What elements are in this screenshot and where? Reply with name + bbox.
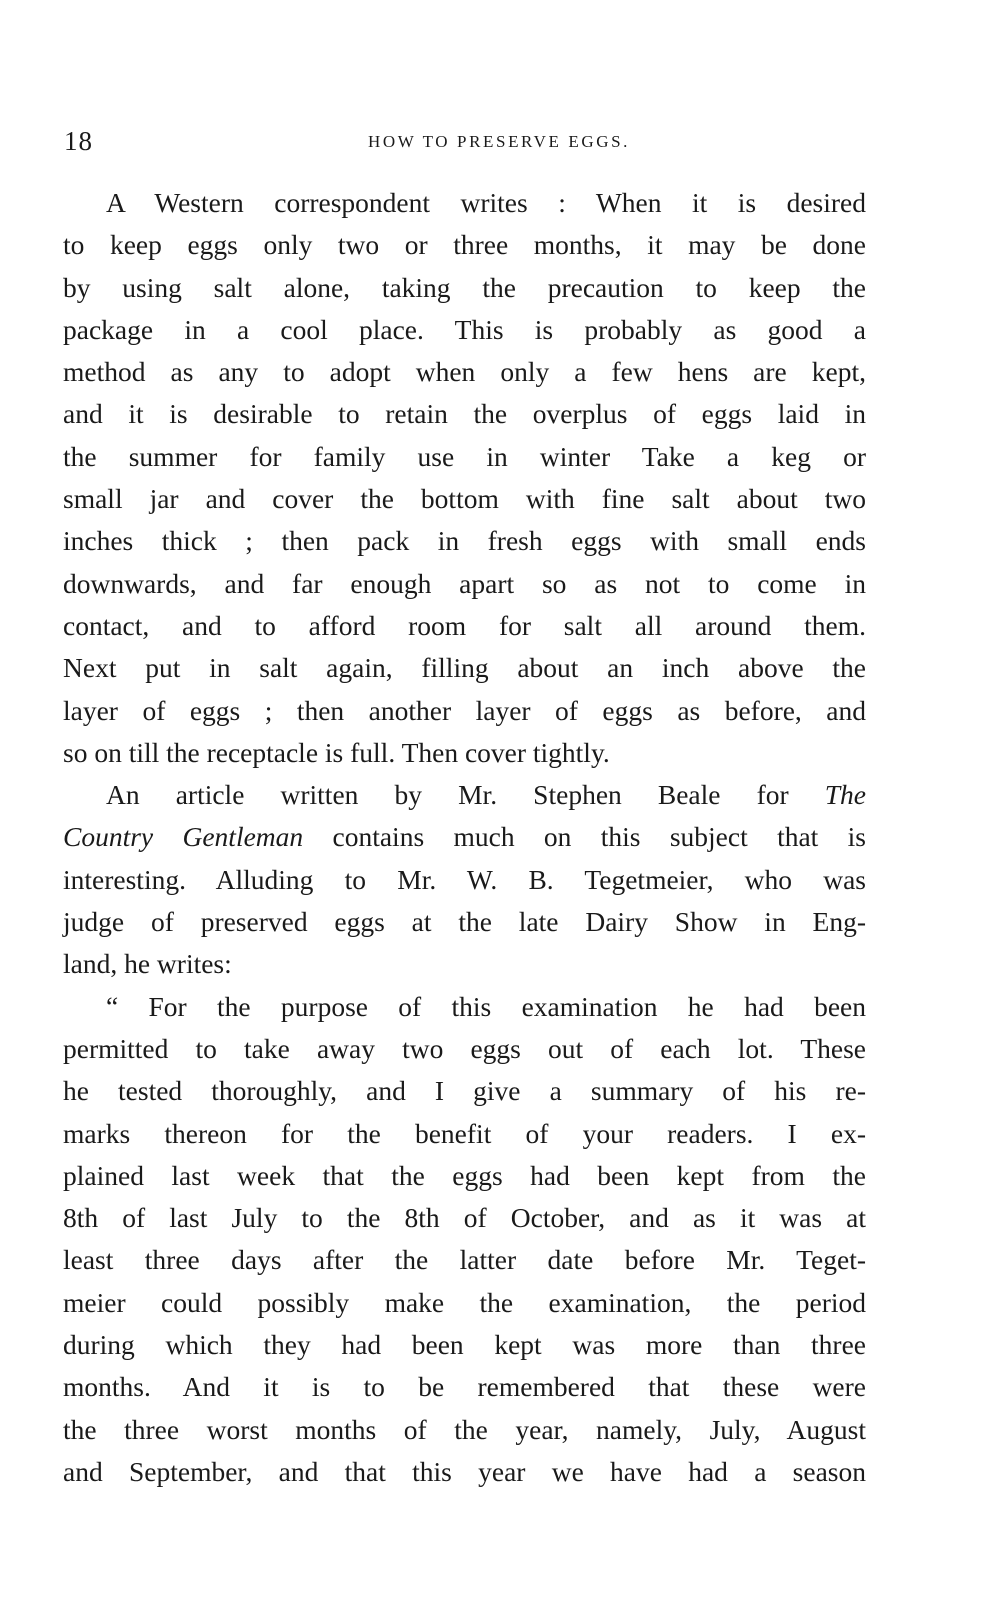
line-text: marks thereon for the benefit of your readers. I ex- [63,1117,866,1149]
text-line [63,986,866,1028]
italic-text: Country Gentleman [63,821,304,853]
line-text: months. And it is to be remembered that these were [63,1371,866,1403]
line-text: method as any to adopt when only a few hens are kept, [63,356,866,388]
running-title: HOW TO PRESERVE EGGS. [368,132,630,151]
text-line [63,605,866,647]
line-text: during which they had been kept was more than three [63,1329,866,1361]
line-text: judge of preserved eggs at the late Dairy Show in Eng- [63,906,866,938]
line-text: land, he writes: [63,948,232,980]
text-line [63,816,866,858]
text-line [63,478,866,520]
line-text: meier could possibly make the examination, the period [63,1286,866,1318]
line-text: An article written by Mr. Stephen Beale for [106,779,825,811]
line-text: he tested thoroughly, and I give a summary of his re- [63,1075,866,1107]
line-text: plained last week that the eggs had been kept from the [63,1159,866,1191]
text-line [63,393,866,435]
text-line [63,1197,866,1239]
line-text: downwards, and far enough apart so as not to come in [63,567,866,599]
text-line [63,901,866,943]
text-line [63,436,866,478]
body-text [63,182,866,1493]
line-text: interesting. Alluding to Mr. W. B. Tegetmeier, who was [63,863,866,895]
line-text: layer of eggs ; then another layer of eggs as before, and [63,694,866,726]
line-text: permitted to take away two eggs out of each lot. These [63,1032,866,1064]
line-text: least three days after the latter date before Mr. Teget- [63,1244,866,1276]
text-line [63,1409,866,1451]
text-line [63,1070,866,1112]
text-line [63,1239,866,1281]
text-line [63,182,866,224]
text-line [63,267,866,309]
line-text: inches thick ; then pack in fresh eggs with small ends [63,525,866,557]
text-line [63,1366,866,1408]
line-text: and September, and that this year we have had a season [63,1455,866,1487]
text-line [63,351,866,393]
line-text: Next put in salt again, filling about an inch above the [63,652,866,684]
line-text: A Western correspondent writes : When it is desired [106,187,866,218]
line-text: package in a cool place. This is probably as good a [63,313,866,345]
text-line [63,1282,866,1324]
text-line [63,1113,866,1155]
page-number: 18 [64,126,93,156]
line-text: the summer for family use in winter Take a keg or [63,440,866,472]
line-text: and it is desirable to retain the overplus of eggs laid in [63,398,866,430]
line-text: 8th of last July to the 8th of October, and as it was at [63,1202,866,1234]
italic-text: The [824,779,866,811]
line-text: “ For the purpose of this examination he had been [106,990,866,1022]
text-line [63,774,866,816]
line-text: contact, and to afford room for salt all around them. [63,609,866,641]
line-text: to keep eggs only two or three months, it may be done [63,229,866,261]
line-text: so on till the receptacle is full. Then cover tightly. [63,736,610,768]
text-line [63,309,866,351]
text-line [63,943,866,985]
line-text: the three worst months of the year, namely, July, August [63,1413,866,1445]
text-line [63,647,866,689]
line-text: contains much on this subject that is [303,821,866,853]
text-line [63,1155,866,1197]
text-line [63,563,866,605]
text-line [63,1324,866,1366]
line-text: small jar and cover the bottom with fine salt about two [63,483,866,515]
text-line [63,859,866,901]
text-line [63,1028,866,1070]
line-text: by using salt alone, taking the precaution to keep the [63,271,866,303]
text-line [63,732,866,774]
text-line [63,690,866,732]
text-line [63,224,866,266]
text-line [63,1451,866,1493]
text-line [63,520,866,562]
